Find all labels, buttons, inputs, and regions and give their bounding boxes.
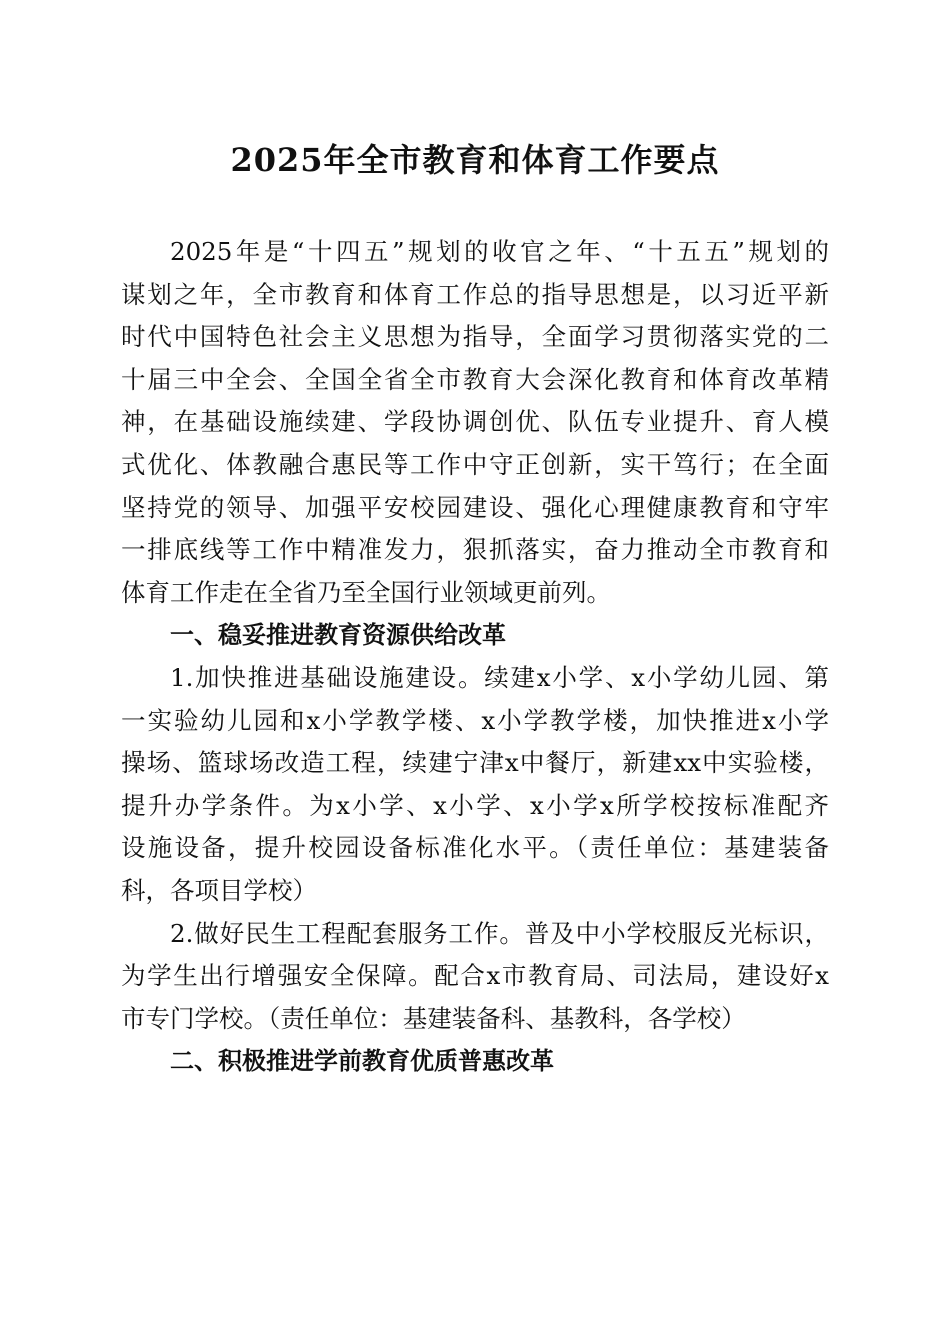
document-body xyxy=(121,231,829,1083)
text-line: 体育工作走在全省乃至全国行业领域更前列。 xyxy=(121,577,611,607)
text-line: 谋划之年，全市教育和体育工作总的指导思想是，以习近平新 xyxy=(121,279,829,309)
text-line: 2.做好民生工程配套服务工作。普及中小学校服反光标识， xyxy=(170,918,829,948)
document-title: 2025年全市教育和体育工作要点 xyxy=(230,141,720,179)
text-line: 1.加快推进基础设施建设。续建x小学、x小学幼儿园、第 xyxy=(170,662,829,692)
text-line: 神，在基础设施续建、学段协调创优、队伍专业提升、育人模 xyxy=(121,407,829,437)
text-line: 2025年是“十四五”规划的收官之年、“十五五”规划的 xyxy=(170,237,829,266)
text-line: 提升办学条件。为x小学、x小学、x小学x所学校按标准配齐 xyxy=(121,790,829,820)
section-heading: 一、稳妥推进教育资源供给改革 xyxy=(170,621,506,650)
text-line: 科，各项目学校） xyxy=(121,875,317,905)
text-line: 坚持党的领导、加强平安校园建设、强化心理健康教育和守牢 xyxy=(121,492,829,522)
text-line: 时代中国特色社会主义思想为指导，全面学习贯彻落实党的二 xyxy=(121,322,829,352)
text-line: 十届三中全会、全国全省全市教育大会深化教育和体育改革精 xyxy=(121,364,829,394)
text-line: 为学生出行增强安全保障。配合x市教育局、司法局，建设好x xyxy=(121,961,829,991)
text-line: 设施设备，提升校园设备标准化水平。（责任单位：基建装备 xyxy=(121,833,829,863)
text-line: 操场、篮球场改造工程，续建宁津x中餐厅，新建xx中实验楼， xyxy=(121,748,829,778)
text-line: 市专门学校。（责任单位：基建装备科、基教科，各学校） xyxy=(121,1003,746,1033)
text-line: 式优化、体教融合惠民等工作中守正创新，实干笃行；在全面 xyxy=(121,449,829,479)
text-line: 一实验幼儿园和x小学教学楼、x小学教学楼，加快推进x小学 xyxy=(121,705,829,735)
section-heading: 二、积极推进学前教育优质普惠改革 xyxy=(170,1047,554,1076)
text-line: 一排底线等工作中精准发力，狠抓落实，奋力推动全市教育和 xyxy=(121,535,829,565)
